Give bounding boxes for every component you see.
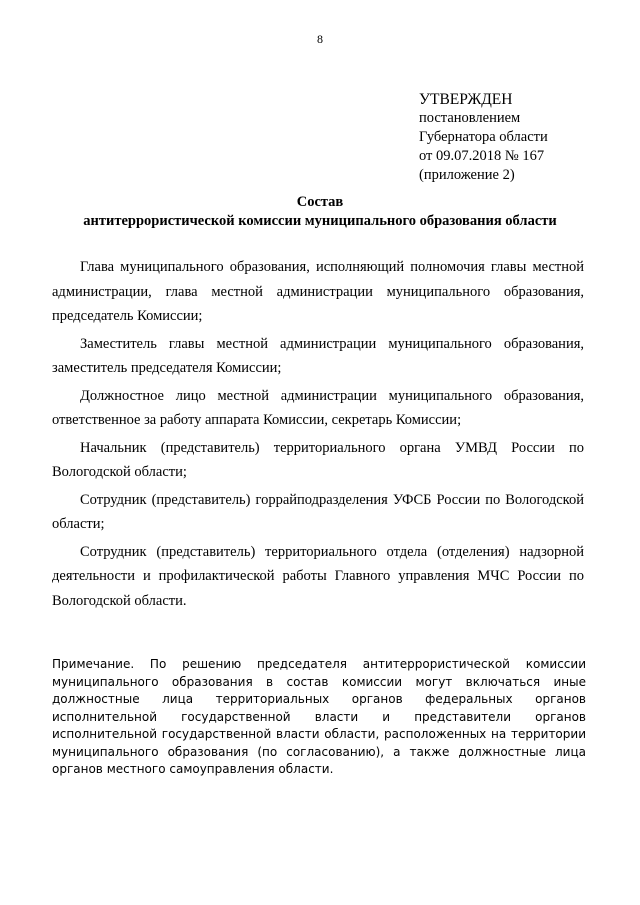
approval-line: (приложение 2): [419, 167, 515, 183]
heading-subtitle: антитеррористической комиссии муниципального образования области: [83, 213, 557, 229]
document-heading: [60, 193, 580, 231]
approval-stamp: [419, 90, 548, 185]
heading-title: Состав: [296, 194, 344, 210]
members-list: [52, 255, 584, 616]
member-paragraph: Глава муниципального образования, исполняющий полномочия главы местной администрации, глава местной администрации муниципального образования, председатель Комиссии;: [52, 259, 584, 324]
approval-line: от 09.07.2018 № 167: [419, 148, 545, 164]
member-paragraph: Заместитель главы местной администрации муниципального образования, заместитель председателя Комиссии;: [52, 335, 584, 376]
member-paragraph: Сотрудник (представитель) территориального отдела (отделения) надзорной деятельности и профилактической работы Главного управления МЧС России по Вологодской области.: [52, 543, 584, 609]
member-paragraph: Начальник (представитель) территориального органа УМВД России по Вологодской области;: [52, 439, 584, 480]
member-paragraph: Сотрудник (представитель) горрайподразделения УФСБ России по Вологодской области;: [52, 491, 584, 532]
approval-line: Губернатора области: [419, 129, 548, 145]
note-block: [52, 656, 586, 779]
page-number: 8: [317, 32, 323, 46]
approval-title: УТВЕРЖДЕН: [419, 91, 513, 108]
member-paragraph: Должностное лицо местной администрации муниципального образования, ответственное за работу аппарата Комиссии, секретарь Комиссии;: [52, 387, 584, 428]
note-text: Примечание. По решению председателя антитеррористической комиссии муниципального образования в состав комиссии могут включаться иные должностные лица территориальных органов федеральных органов исполнительной государственной власти и представители органов исполнительной государственной власти области, расположенных на территории муниципального образования (по согласованию), а также должностные лица органов местного самоуправления области.: [52, 657, 586, 776]
approval-line: постановлением: [419, 110, 521, 126]
